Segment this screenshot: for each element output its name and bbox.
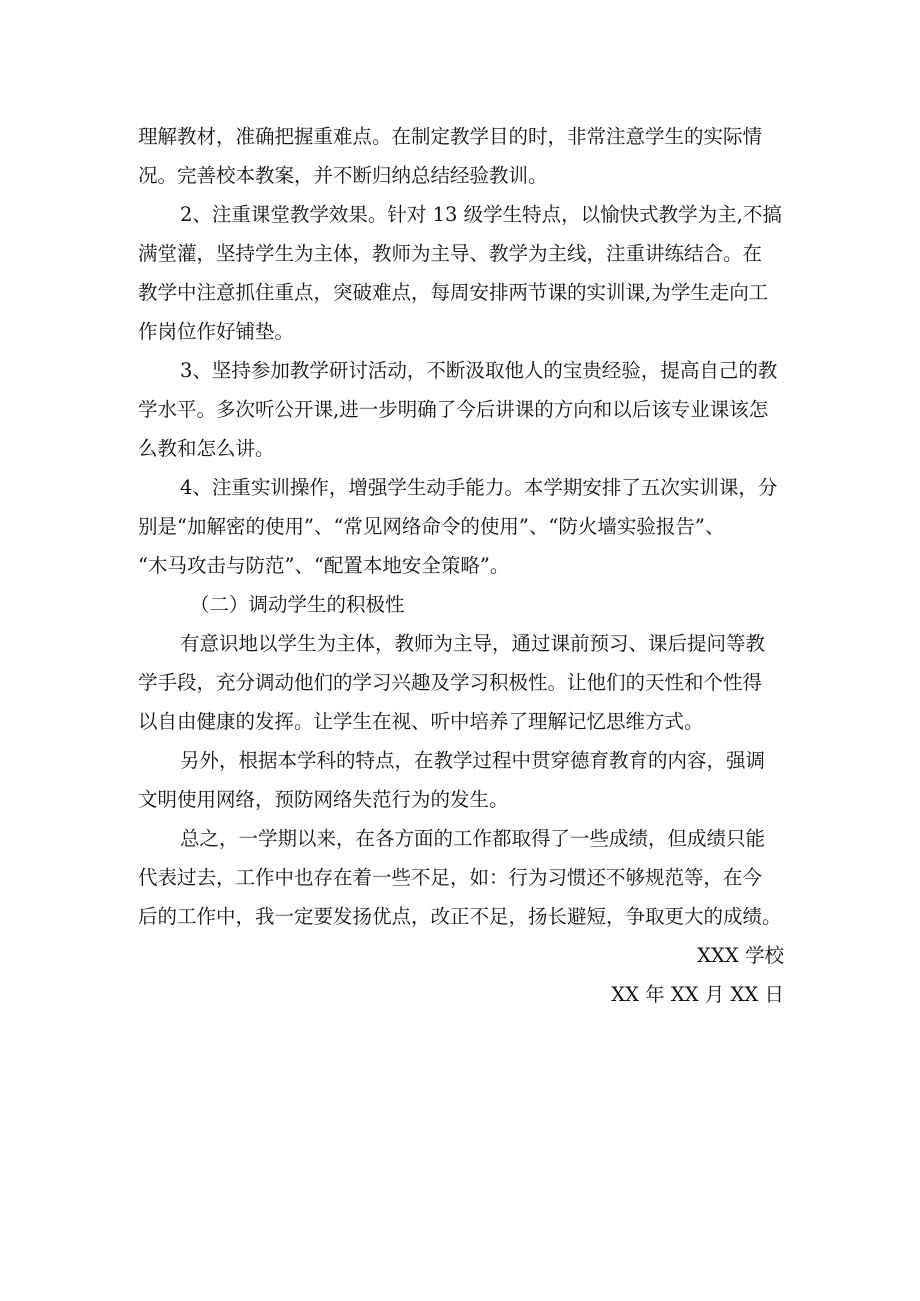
text-line: 代表过去，工作中也存在着一些不足，如：行为习惯还不够规范等，在今 — [138, 866, 763, 889]
text-line: 以自由健康的发挥。让学生在视、听中培养了理解记忆思维方式。 — [138, 710, 704, 733]
text-line: 学水平。多次听公开课,进一步明确了今后讲课的方向和以后该专业课该怎 — [138, 398, 769, 421]
text-line: 文明使用网络，预防网络失范行为的发生。 — [138, 788, 509, 811]
text-line: 教学中注意抓住重点，突破难点，每周安排两节课的实训课,为学生走向工 — [138, 281, 769, 304]
text-line: 么教和怎么讲。 — [138, 437, 275, 460]
signature: XXX 学校 — [697, 944, 784, 967]
paragraph-5 — [138, 624, 788, 741]
text-line: “木马攻击与防范”、“配置本地安全策略”。 — [138, 554, 510, 577]
text-line: 后的工作中，我一定要发扬优点，改正不足，扬长避短，争取更大的成绩。 — [138, 905, 782, 928]
paragraph-intro — [138, 117, 788, 195]
text-line: 况。完善校本教案，并不断归纳总结经验教训。 — [138, 164, 548, 187]
text-line: 3、坚持参加教学研讨活动，不断汲取他人的宝贵经验，提高自己的教 — [180, 359, 778, 382]
text-line: 总之，一学期以来，在各方面的工作都取得了一些成绩，但成绩只能 — [180, 827, 766, 850]
date: XX 年 XX 月 XX 日 — [611, 983, 784, 1006]
paragraph-3 — [138, 351, 788, 468]
text-line: 有意识地以学生为主体，教师为主导，通过课前预习、课后提问等教 — [180, 632, 766, 655]
text-line: 另外，根据本学科的特点，在教学过程中贯穿德育教育的内容，强调 — [180, 749, 766, 772]
paragraph-2 — [138, 195, 788, 351]
paragraph-4 — [138, 468, 788, 585]
document-page — [138, 117, 788, 1014]
text-line: 满堂灌，坚持学生为主体，教师为主导、教学为主线，注重讲练结合。在 — [138, 242, 763, 265]
text-line: 4、注重实训操作，增强学生动手能力。本学期安排了五次实训课，分 — [180, 476, 778, 499]
paragraph-7 — [138, 819, 788, 936]
text-line: 作岗位作好铺垫。 — [138, 320, 295, 343]
text-line: 别是“加解密的使用”、“常见网络命令的使用”、“防火墙实验报告”、 — [138, 515, 725, 538]
text-line: 学手段，充分调动他们的学习兴趣及学习积极性。让他们的天性和个性得 — [138, 671, 763, 694]
text-line: 2、注重课堂教学效果。针对 13 级学生特点，以愉快式教学为主,不搞 — [180, 203, 782, 226]
section-heading: （二）调动学生的积极性 — [190, 593, 405, 616]
paragraph-6 — [138, 741, 788, 819]
text-line: 理解教材，准确把握重难点。在制定教学目的时，非常注意学生的实际情 — [138, 125, 763, 148]
